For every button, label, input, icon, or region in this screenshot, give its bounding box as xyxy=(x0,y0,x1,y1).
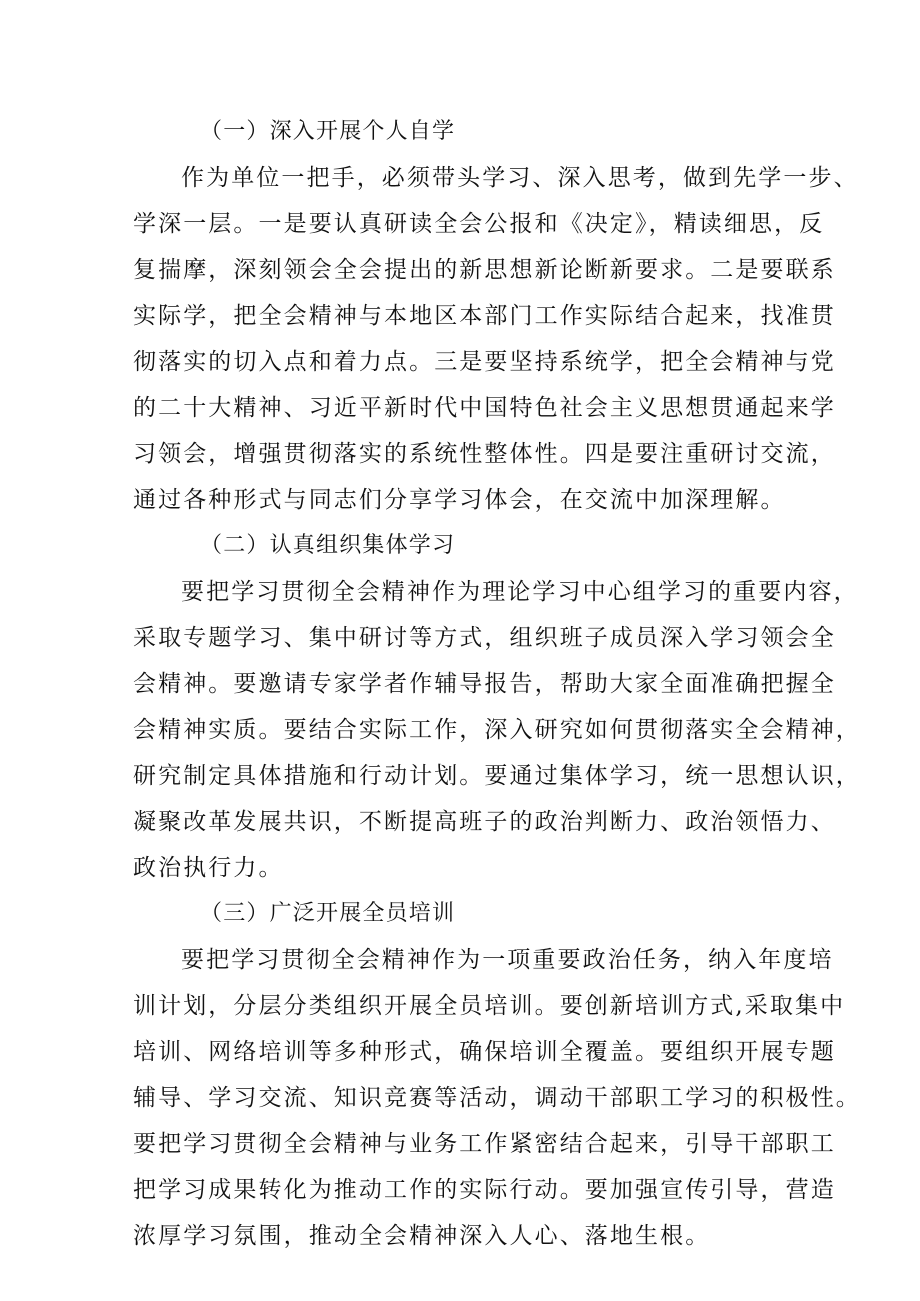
paragraph-line: 的二十大精神、习近平新时代中国特色社会主义思想贯通起来学 xyxy=(133,395,836,421)
paragraph-line: 辅导、学习交流、知识竞赛等活动，调动干部职工学习的积极性。 xyxy=(133,1085,861,1111)
paragraph-line: 采取专题学习、集中研讨等方式，组织班子成员深入学习领会全 xyxy=(133,625,836,651)
section-heading: （一）深入开展个人自学 xyxy=(200,119,456,144)
paragraph-line: 要把学习贯彻全会精神作为理论学习中心组学习的重要内容， xyxy=(181,579,859,605)
paragraph-line: 训计划，分层分类组织开展全员培训。要创新培训方式,采取集中 xyxy=(133,993,846,1019)
section-heading: （三）广泛开展全员培训 xyxy=(200,901,456,926)
paragraph-line: 把学习成果转化为推动工作的实际行动。要加强宣传引导，营造 xyxy=(133,1177,836,1203)
paragraph-line: 研究制定具体措施和行动计划。要通过集体学习，统一思想认识， xyxy=(133,763,861,789)
section-heading: （二）认真组织集体学习 xyxy=(200,533,456,558)
paragraph-line: 会精神实质。要结合实际工作，深入研究如何贯彻落实全会精神， xyxy=(133,717,861,743)
paragraph-line: 政治执行力。 xyxy=(133,855,284,881)
paragraph-line: 浓厚学习氛围，推动全会精神深入人心、落地生根。 xyxy=(133,1223,711,1249)
paragraph-line: 复揣摩，深刻领会全会提出的新思想新论断新要求。二是要联系 xyxy=(133,257,836,283)
paragraph-line: 培训、网络培训等多种形式，确保培训全覆盖。要组织开展专题 xyxy=(133,1039,836,1065)
paragraph-line: 要把学习贯彻全会精神作为一项重要政治任务，纳入年度培 xyxy=(181,947,834,973)
paragraph-line: 凝聚改革发展共识，不断提高班子的政治判断力、政治领悟力、 xyxy=(133,809,836,835)
paragraph-line: 会精神。要邀请专家学者作辅导报告，帮助大家全面准确把握全 xyxy=(133,671,836,697)
paragraph-line: 作为单位一把手，必须带头学习、深入思考，做到先学一步、 xyxy=(181,165,859,191)
paragraph-line: 学深一层。一是要认真研读全会公报和《决定》，精读细思，反 xyxy=(133,211,825,237)
paragraph-line: 要把学习贯彻全会精神与业务工作紧密结合起来，引导干部职工 xyxy=(133,1131,836,1157)
paragraph-line: 彻落实的切入点和着力点。三是要坚持系统学，把全会精神与党 xyxy=(133,349,836,375)
paragraph-line: 通过各种形式与同志们分享学习体会，在交流中加深理解。 xyxy=(133,487,786,513)
paragraph-line: 实际学，把全会精神与本地区本部门工作实际结合起来，找准贯 xyxy=(133,303,836,329)
paragraph-line: 习领会，增强贯彻落实的系统性整体性。四是要注重研讨交流， xyxy=(133,441,836,467)
